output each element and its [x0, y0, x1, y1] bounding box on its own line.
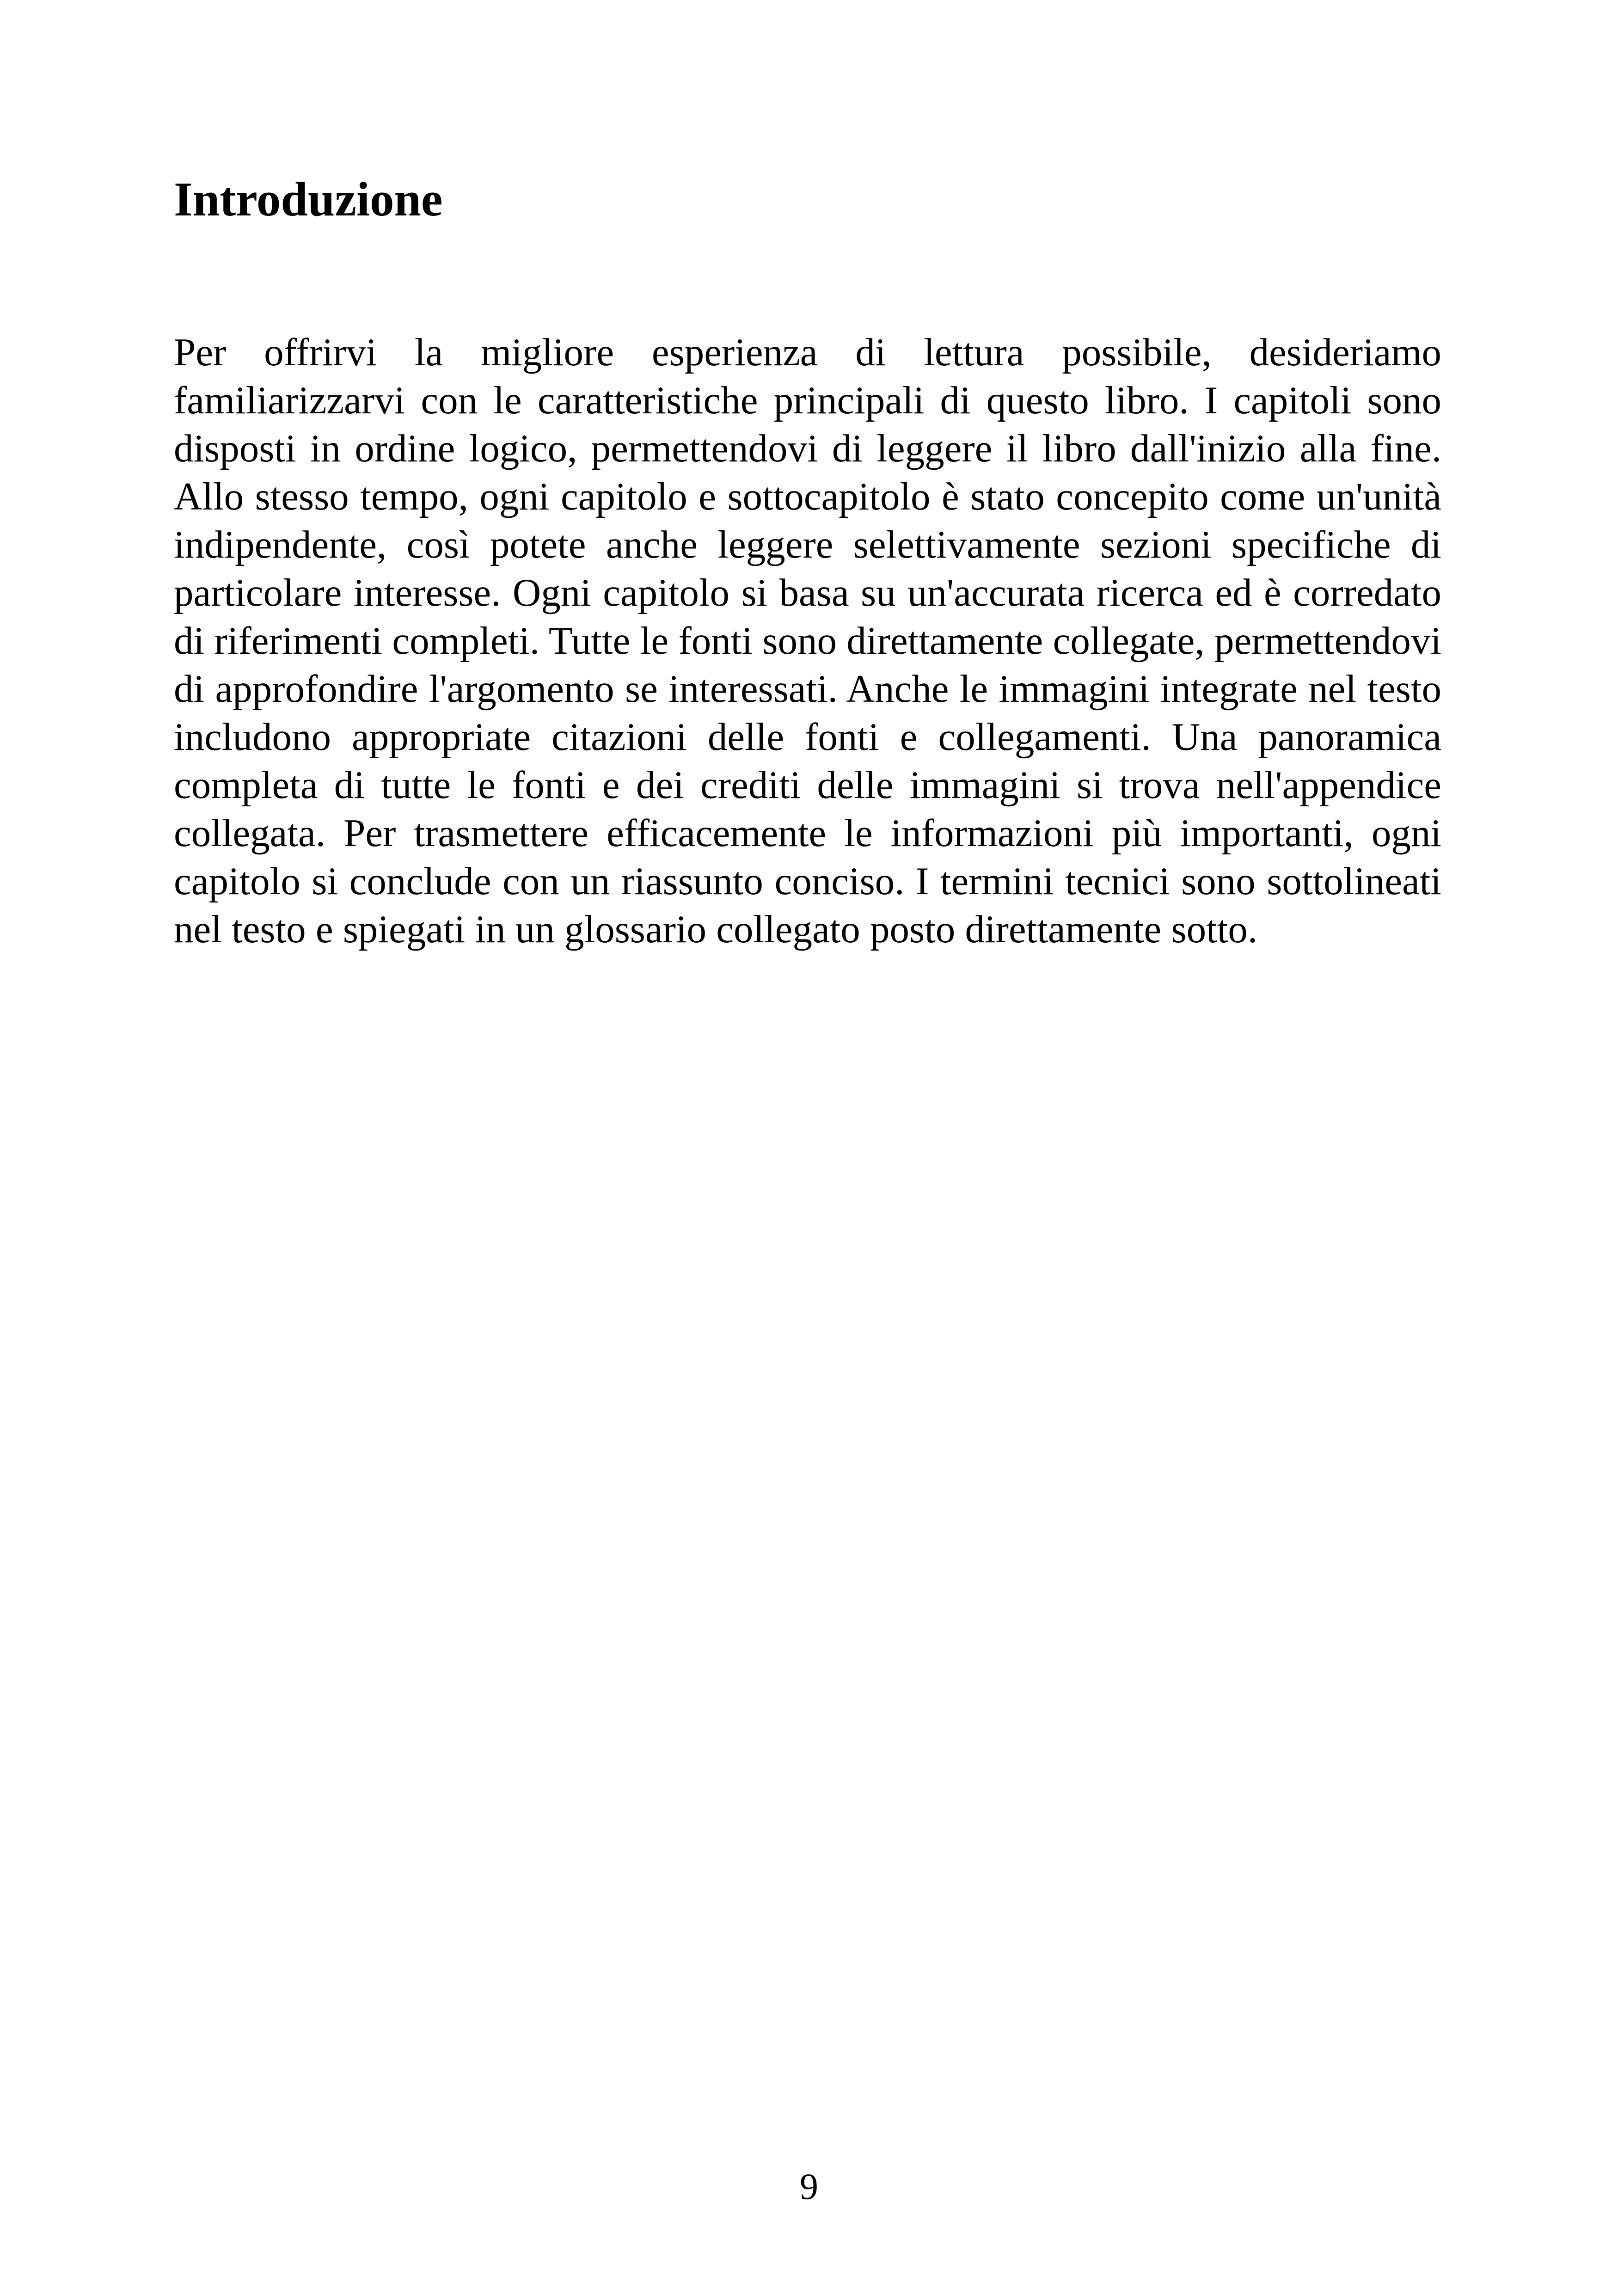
chapter-title: Introduzione	[174, 172, 443, 226]
page-number: 9	[800, 2167, 818, 2207]
introduction-paragraph: Per offrirvi la migliore esperienza di lettura possibile, desideriamo familiarizzarvi con le caratteristiche principali di questo libro. I capitoli sono disposti in ordine logico, permettendovi di leggere il libro dall'inizio alla fine. Allo stesso tempo, ogni capitolo e sottocapitolo è stato concepito come un'unità indipendente, così potete anche leggere selettivamente sezioni specifiche di particolare interesse. Ogni capitolo si basa su un'accurata ricerca ed è corredato di riferimenti completi. Tutte le fonti sono direttamente collegate, permettendovi di approfondire l'argomento se interessati. Anche le immagini integrate nel testo includono appropriate citazioni delle fonti e collegamenti. Una panoramica completa di tutte le fonti e dei crediti delle immagini si trova nell'appendice collegata. Per trasmettere efficacemente le informazioni più importanti, ogni capitolo si conclude con un riassunto conciso. I termini tecnici sono sottolineati nel testo e spiegati in un glossario collegato posto direttamente sotto.	[174, 331, 1441, 951]
